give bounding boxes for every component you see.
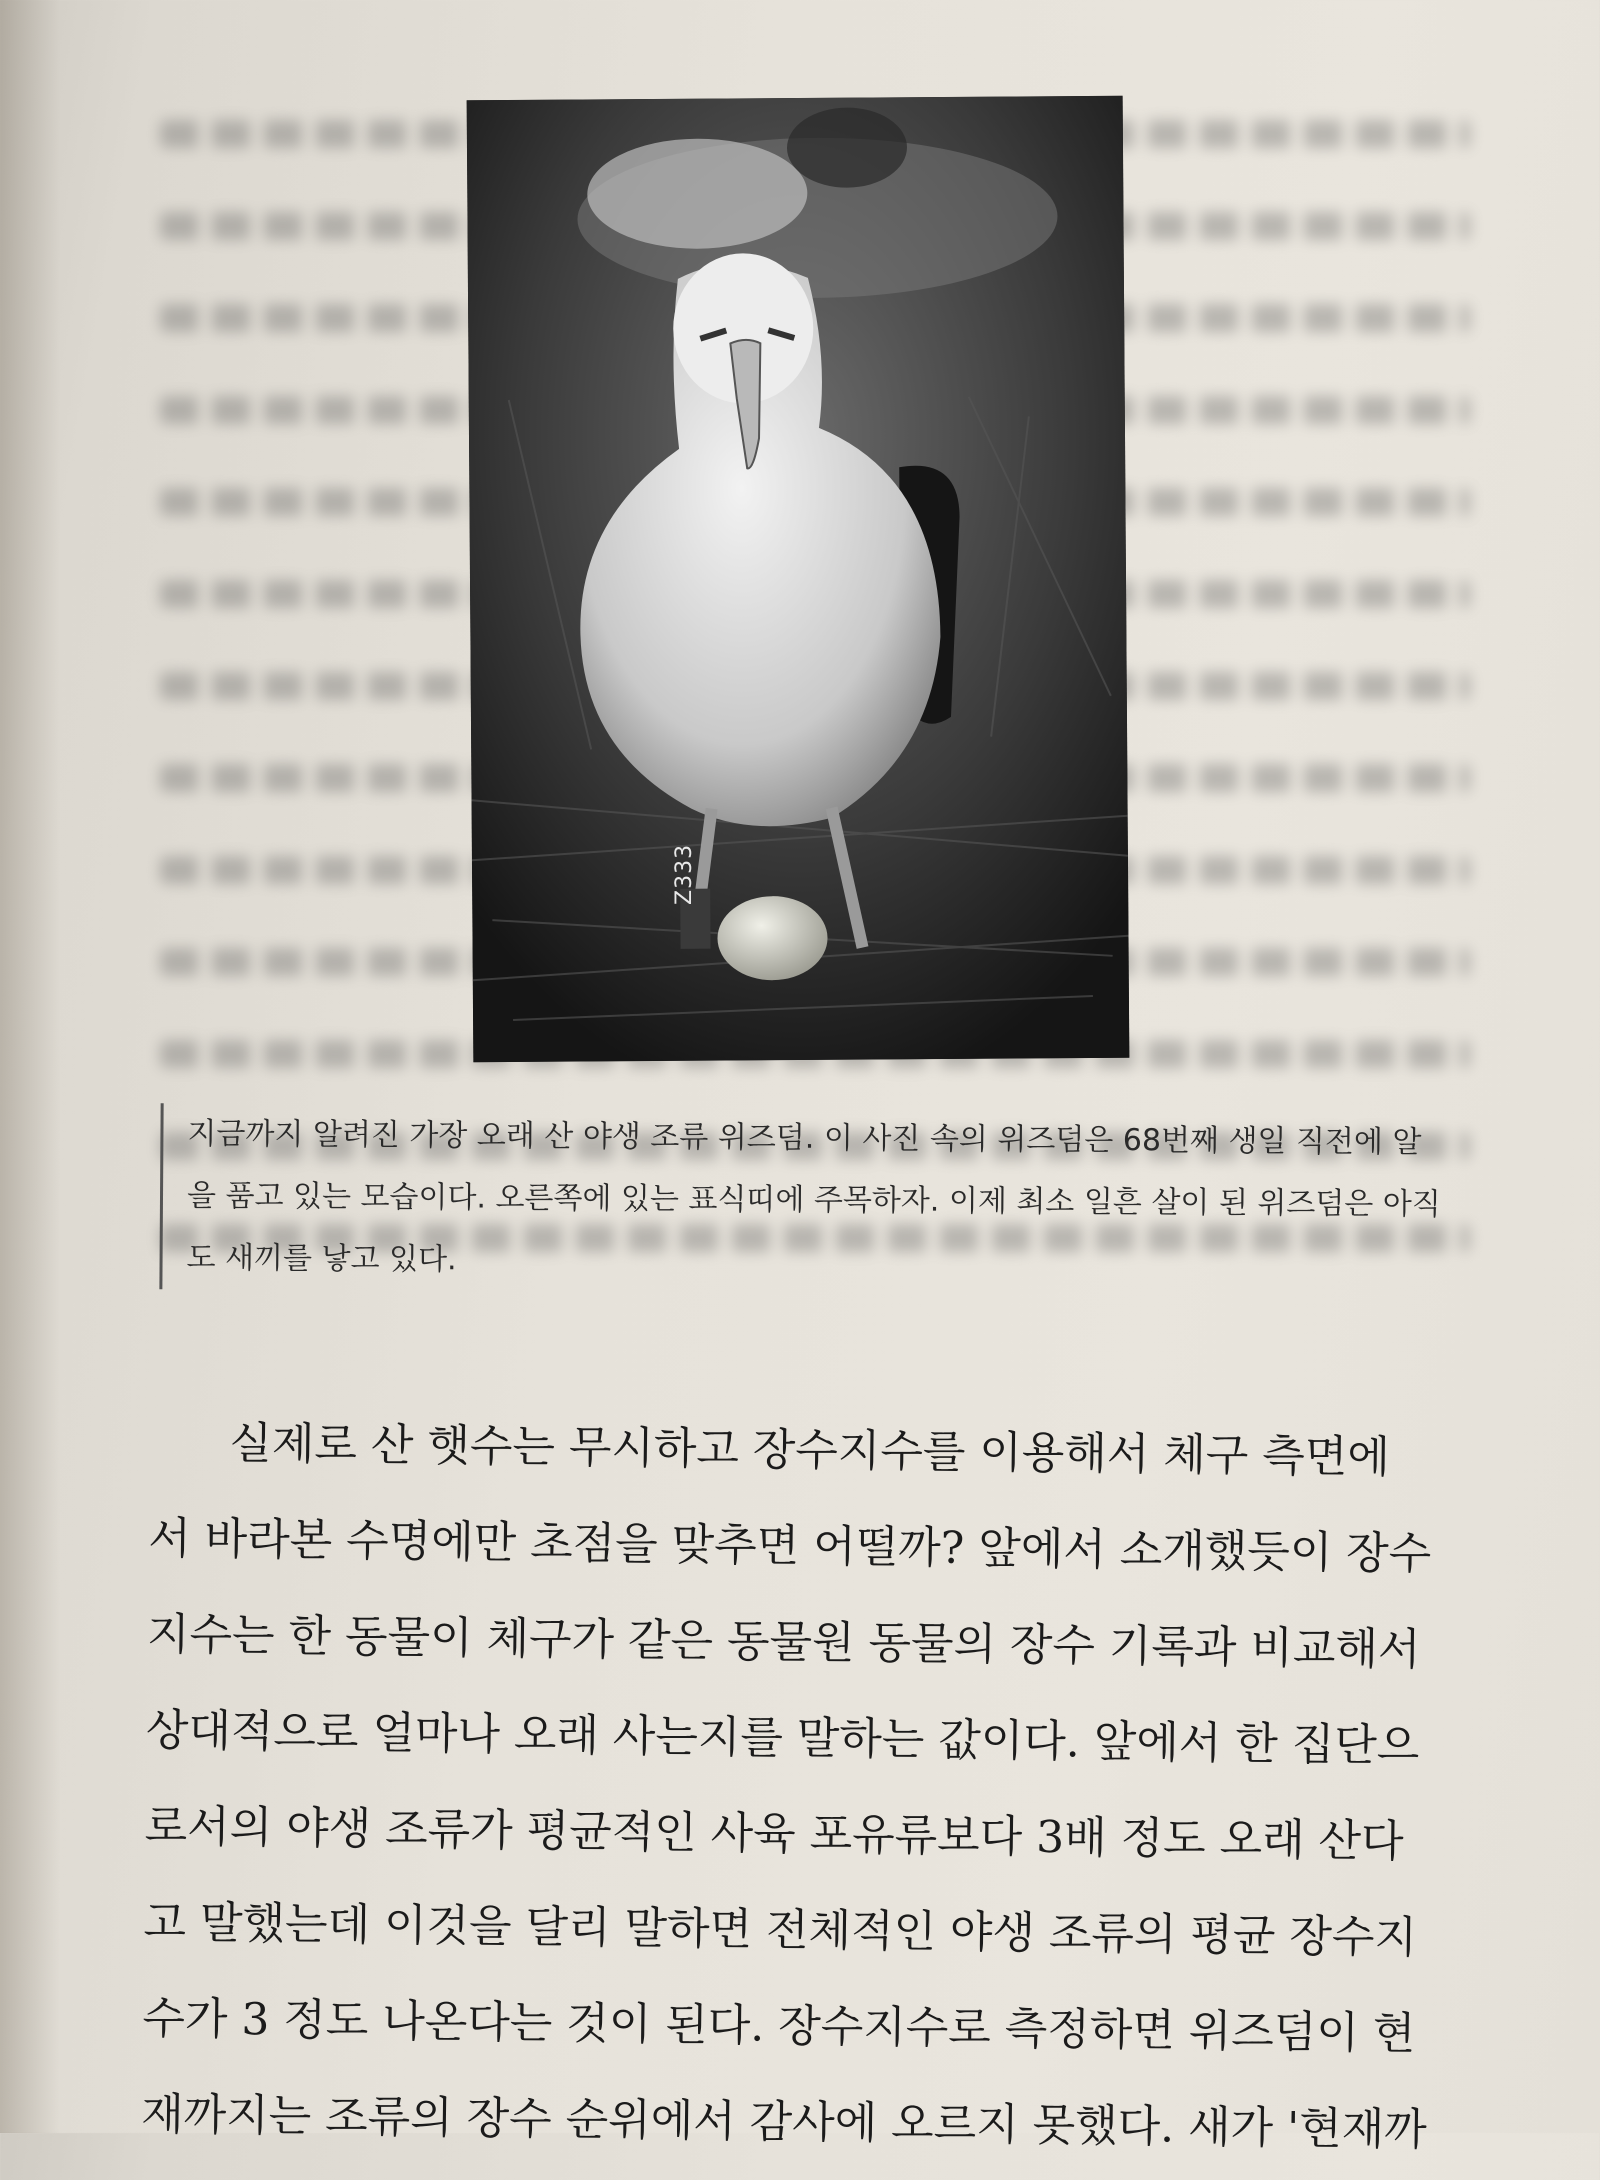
body-line: 수가 3 정도 나온다는 것이 된다. 장수지수로 측정하면 위즈덤이 현 bbox=[142, 1992, 1416, 2060]
leg-band-number: Z333 bbox=[672, 843, 697, 905]
body-line: 고 말했는데 이것을 달리 말하면 전체적인 야생 조류의 평균 장수지 bbox=[143, 1896, 1418, 1964]
body-paragraph bbox=[141, 1395, 1510, 2180]
body-line: 상대적으로 얼마나 오래 사는지를 말하는 값이다. 앞에서 한 집단으 bbox=[145, 1704, 1420, 1772]
body-line: 로서의 야생 조류가 평균적인 사육 포유류보다 3배 정도 오래 산다 bbox=[144, 1800, 1404, 1868]
albatross-photo bbox=[467, 96, 1130, 1063]
body-line: 지수는 한 동물이 체구가 같은 동물원 동물의 장수 기록과 비교해서 bbox=[146, 1608, 1421, 1676]
page-gutter-shadow bbox=[0, 0, 60, 2133]
caption-line: 도 새끼를 낳고 있다. bbox=[186, 1240, 457, 1278]
body-line: 서 바라본 수명에만 초점을 맞추면 어떨까? 앞에서 소개했듯이 장수 bbox=[147, 1512, 1432, 1580]
caption-line: 지금까지 알려진 가장 오래 산 야생 조류 위즈덤. 이 사진 속의 위즈덤은 68번째 생일 직전에 알 bbox=[187, 1116, 1422, 1161]
body-line: 실제로 산 햇수는 무시하고 장수지수를 이용해서 체구 측면에 bbox=[229, 1417, 1391, 1484]
body-line: 재까지는 조류의 장수 순위에서 감사에 오르지 못했다. 새가 '현재까 bbox=[140, 2088, 1428, 2156]
caption-line: 을 품고 있는 모습이다. 오른쪽에 있는 표식띠에 주목하자. 이제 최소 일흔 살이 된 위즈덤은 아직 bbox=[186, 1178, 1441, 1223]
albatross-illustration bbox=[467, 96, 1130, 1063]
photo-caption bbox=[159, 1103, 1517, 1298]
